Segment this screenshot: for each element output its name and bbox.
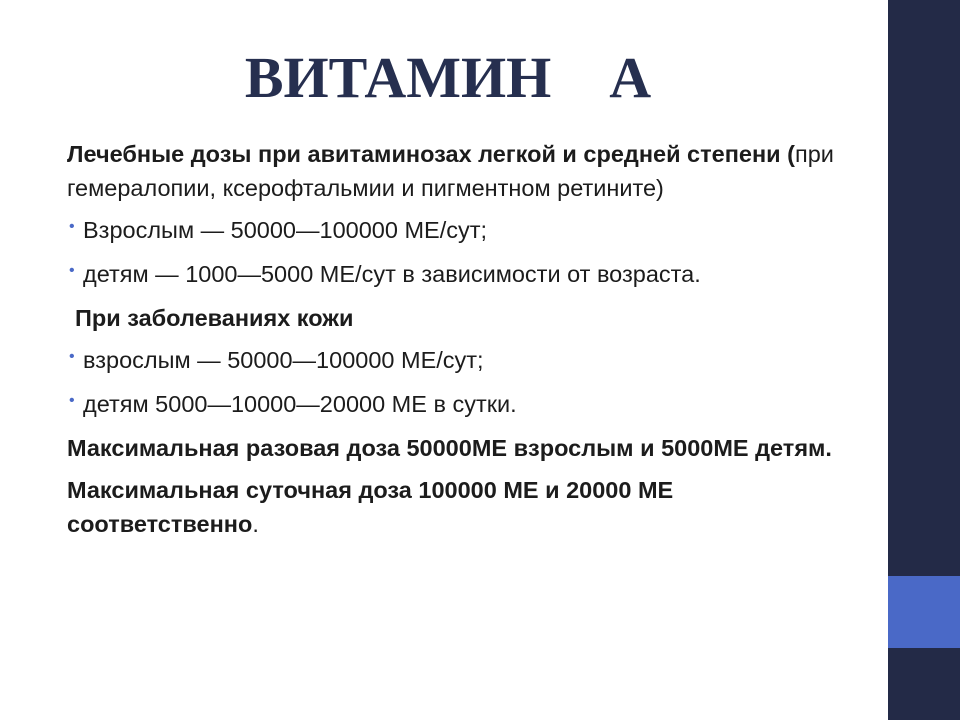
bullet-dot-icon: •: [69, 392, 75, 409]
treatment-doses-bold: Лечебные дозы при авитаминозах легкой и средней степени (: [67, 141, 795, 167]
max-daily-dose: Максимальная суточная доза 100000 МЕ и 20000 МЕ соответственно: [67, 477, 674, 537]
slide-content: [67, 137, 867, 549]
list-item: [67, 387, 867, 421]
bullet-text: Взрослым — 50000—100000 МЕ/сут;: [83, 217, 488, 243]
treatment-doses-note: при гемералопии, ксерофтальмии и пигментном ретините): [67, 141, 834, 201]
treatment-doses-paragraph: [67, 137, 867, 205]
bullet-dot-icon: •: [69, 218, 75, 235]
list-item: [67, 257, 867, 291]
max-daily-dose-end: .: [252, 511, 259, 537]
bullet-text: детям 5000—10000—20000 МЕ в сутки.: [83, 391, 517, 417]
max-single-dose: Максимальная разовая доза 50000МЕ взрослым и 5000МЕ детям.: [67, 435, 832, 461]
max-daily-dose-paragraph: [67, 473, 867, 541]
bullet-text: детям — 1000—5000 МЕ/сут в зависимости от возраста.: [83, 261, 701, 287]
skin-diseases-heading: При заболеваниях кожи: [75, 305, 354, 331]
bullet-text: взрослым — 50000—100000 МЕ/сут;: [83, 347, 484, 373]
slide-title: ВИТАМИН А: [244, 45, 652, 110]
bullet-dot-icon: •: [69, 348, 75, 365]
bullet-dot-icon: •: [69, 262, 75, 279]
list-item: [67, 213, 867, 247]
sidebar-accent-block: [888, 576, 960, 648]
list-item: [67, 343, 867, 377]
